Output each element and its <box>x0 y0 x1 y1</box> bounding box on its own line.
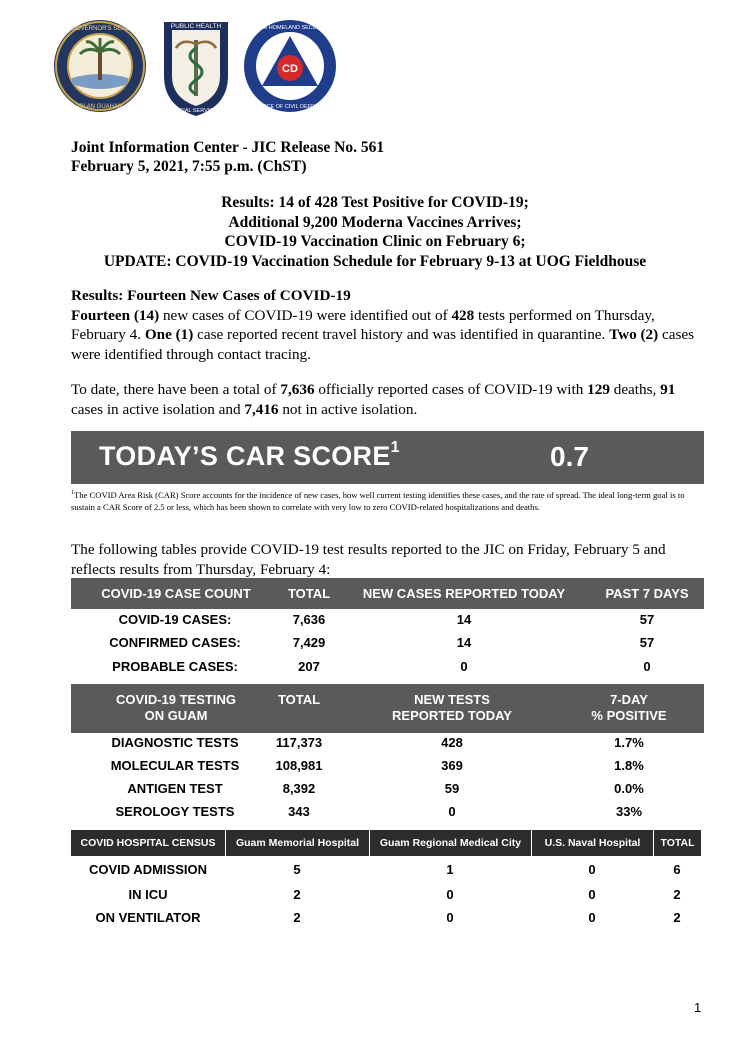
testing-row-total: 343 <box>288 804 310 819</box>
testing-row-positive: 1.8% <box>614 758 644 773</box>
testing-row-total: 8,392 <box>282 781 316 796</box>
results-section <box>71 286 711 364</box>
testing-row-positive: 1.7% <box>614 735 644 750</box>
testing-row-new: 369 <box>441 758 463 773</box>
case-header-past7: PAST 7 DAYS <box>605 586 689 601</box>
tables-intro: The following tables provide COVID-19 test results reported to the JIC on Friday, February 5 and reflects results from Thursday, February 4: <box>71 541 666 578</box>
testing-row-label: ANTIGEN TEST <box>127 781 223 796</box>
case-row-past7: 57 <box>639 612 655 627</box>
case-row-label: COVID-19 CASES: <box>118 612 232 627</box>
testing-row-new: 428 <box>441 735 463 750</box>
case-row-label: CONFIRMED CASES: <box>109 635 241 650</box>
census-row-grmc: 0 <box>446 910 454 925</box>
car-score-sup: 1 <box>390 439 400 456</box>
civil-defense-emblem-text: CD <box>282 63 298 75</box>
case-row-label: PROBABLE CASES: <box>112 659 238 674</box>
results-heading: Results: Fourteen New Cases of COVID-19 <box>71 287 351 304</box>
testing-row-label: DIAGNOSTIC TESTS <box>111 735 239 750</box>
car-score-banner <box>71 431 704 484</box>
results-paragraph-2: To date, there have been a total of 7,636 officially reported cases of COVID-19 with 129 deaths, 91 cases in active isolation and 7,416 not in active isolation. <box>71 381 676 418</box>
case-header-count: COVID-19 CASE COUNT <box>101 586 251 601</box>
table-row <box>71 804 704 826</box>
headline-2: Additional 9,200 Moderna Vaccines Arrives; <box>228 213 522 231</box>
testing-row-total: 108,981 <box>275 758 323 773</box>
testing-row-label: SEROLOGY TESTS <box>115 804 235 819</box>
census-row-label: COVID ADMISSION <box>89 862 207 877</box>
case-row-total: 207 <box>298 659 320 674</box>
public-health-ring-text: PUBLIC HEALTH <box>170 23 222 30</box>
table-row <box>71 862 704 884</box>
release-datetime: February 5, 2021, 7:55 p.m. (ChST) <box>71 158 307 175</box>
census-row-grmc: 1 <box>446 862 454 877</box>
governors-seal-ring-text: GOVERNOR'S SEAL <box>71 26 129 32</box>
census-row-label: IN ICU <box>128 887 168 902</box>
census-row-label: ON VENTILATOR <box>95 910 201 925</box>
table-row <box>71 735 704 757</box>
table-row <box>71 758 704 780</box>
case-row-total: 7,429 <box>292 635 326 650</box>
release-header <box>71 138 384 176</box>
public-health-seal-icon <box>160 18 232 118</box>
table-row <box>71 659 704 681</box>
census-row-total: 2 <box>673 910 681 925</box>
testing-table-header <box>71 684 704 733</box>
testing-row-new: 59 <box>444 781 460 796</box>
headline-1: Results: 14 of 428 Test Positive for COVID-19; <box>221 194 529 211</box>
testing-header-category: COVID-19 TESTING ON GUAM <box>116 692 236 723</box>
census-row-gmh: 5 <box>293 862 301 877</box>
case-row-new: 14 <box>456 612 472 627</box>
headline-4: UPDATE: COVID-19 Vaccination Schedule for February 9-13 at UOG Fieldhouse <box>103 252 647 270</box>
headlines <box>40 193 710 271</box>
car-score-value: 0.7 <box>550 441 589 472</box>
table-row <box>71 887 704 909</box>
census-row-total: 2 <box>673 887 681 902</box>
census-header-total: TOTAL <box>653 830 701 856</box>
case-row-past7: 0 <box>643 659 651 674</box>
census-header-naval: U.S. Naval Hospital <box>531 830 653 856</box>
case-table-header <box>71 578 704 609</box>
testing-row-new: 0 <box>448 804 456 819</box>
testing-header-total: TOTAL <box>277 692 321 707</box>
public-health-bottom-text: SOCIAL SERVICES <box>171 108 221 114</box>
case-header-total: TOTAL <box>287 586 331 601</box>
results-paragraph-1: Fourteen (14) new cases of COVID-19 were identified out of 428 tests performed on Thursday, February 4. One (1) case reported recent travel history and was identified in quarantine. Two (2) cases were identified through contact tracing. <box>71 306 695 363</box>
census-header-grmc: Guam Regional Medical City <box>369 830 531 856</box>
census-header-label: COVID HOSPITAL CENSUS <box>80 837 216 849</box>
table-row <box>71 781 704 803</box>
case-row-new: 14 <box>456 635 472 650</box>
testing-header-new: NEW TESTS REPORTED TODAY <box>392 692 512 723</box>
case-row-new: 0 <box>460 659 468 674</box>
census-row-gmh: 2 <box>293 910 301 925</box>
car-score-title: TODAY’S CAR SCORE$^1$ <box>99 439 400 471</box>
testing-header-positive: 7-DAY % POSITIVE <box>591 692 667 723</box>
census-header-gmh: Guam Memorial Hospital <box>225 830 369 856</box>
case-header-new: NEW CASES REPORTED TODAY <box>362 586 566 601</box>
governors-seal-bottom-text: ISLAN GUAHAN <box>77 104 123 110</box>
civil-defense-bottom-text: OFFICE OF CIVIL DEFENSE <box>254 104 326 110</box>
release-number: Joint Information Center - JIC Release No. 561 <box>71 139 385 156</box>
testing-row-label: MOLECULAR TESTS <box>110 758 240 773</box>
census-table-header <box>71 830 701 856</box>
civil-defense-ring-text: GUAM HOMELAND SECURITY <box>250 25 330 31</box>
table-row <box>71 612 704 634</box>
table-row <box>71 910 704 932</box>
case-row-total: 7,636 <box>292 612 326 627</box>
census-row-gmh: 2 <box>293 887 301 902</box>
table-row <box>71 635 704 657</box>
headline-3: COVID-19 Vaccination Clinic on February 6; <box>224 233 526 250</box>
page-number: 1 <box>694 1000 702 1015</box>
census-row-naval: 0 <box>588 862 596 877</box>
census-row-total: 6 <box>673 862 681 877</box>
car-footnote: $^1$The COVID Area Risk (CAR) Score accounts for the incidence of new cases, how well current testing identifies these cases, and the rate of spread. The ideal long-term goal is to sustain a CAR Score of 2.5 or less, which has been shown to correlate with very low to zero COVID-related hospitalizations and deaths. <box>71 489 685 512</box>
case-row-past7: 57 <box>639 635 655 650</box>
testing-row-positive: 0.0% <box>614 781 644 796</box>
civil-defense-seal-icon <box>242 18 338 114</box>
census-row-grmc: 0 <box>446 887 454 902</box>
census-row-naval: 0 <box>588 887 596 902</box>
census-row-naval: 0 <box>588 910 596 925</box>
governors-seal-icon <box>52 18 148 114</box>
testing-row-positive: 33% <box>615 804 643 819</box>
testing-row-total: 117,373 <box>275 735 323 750</box>
